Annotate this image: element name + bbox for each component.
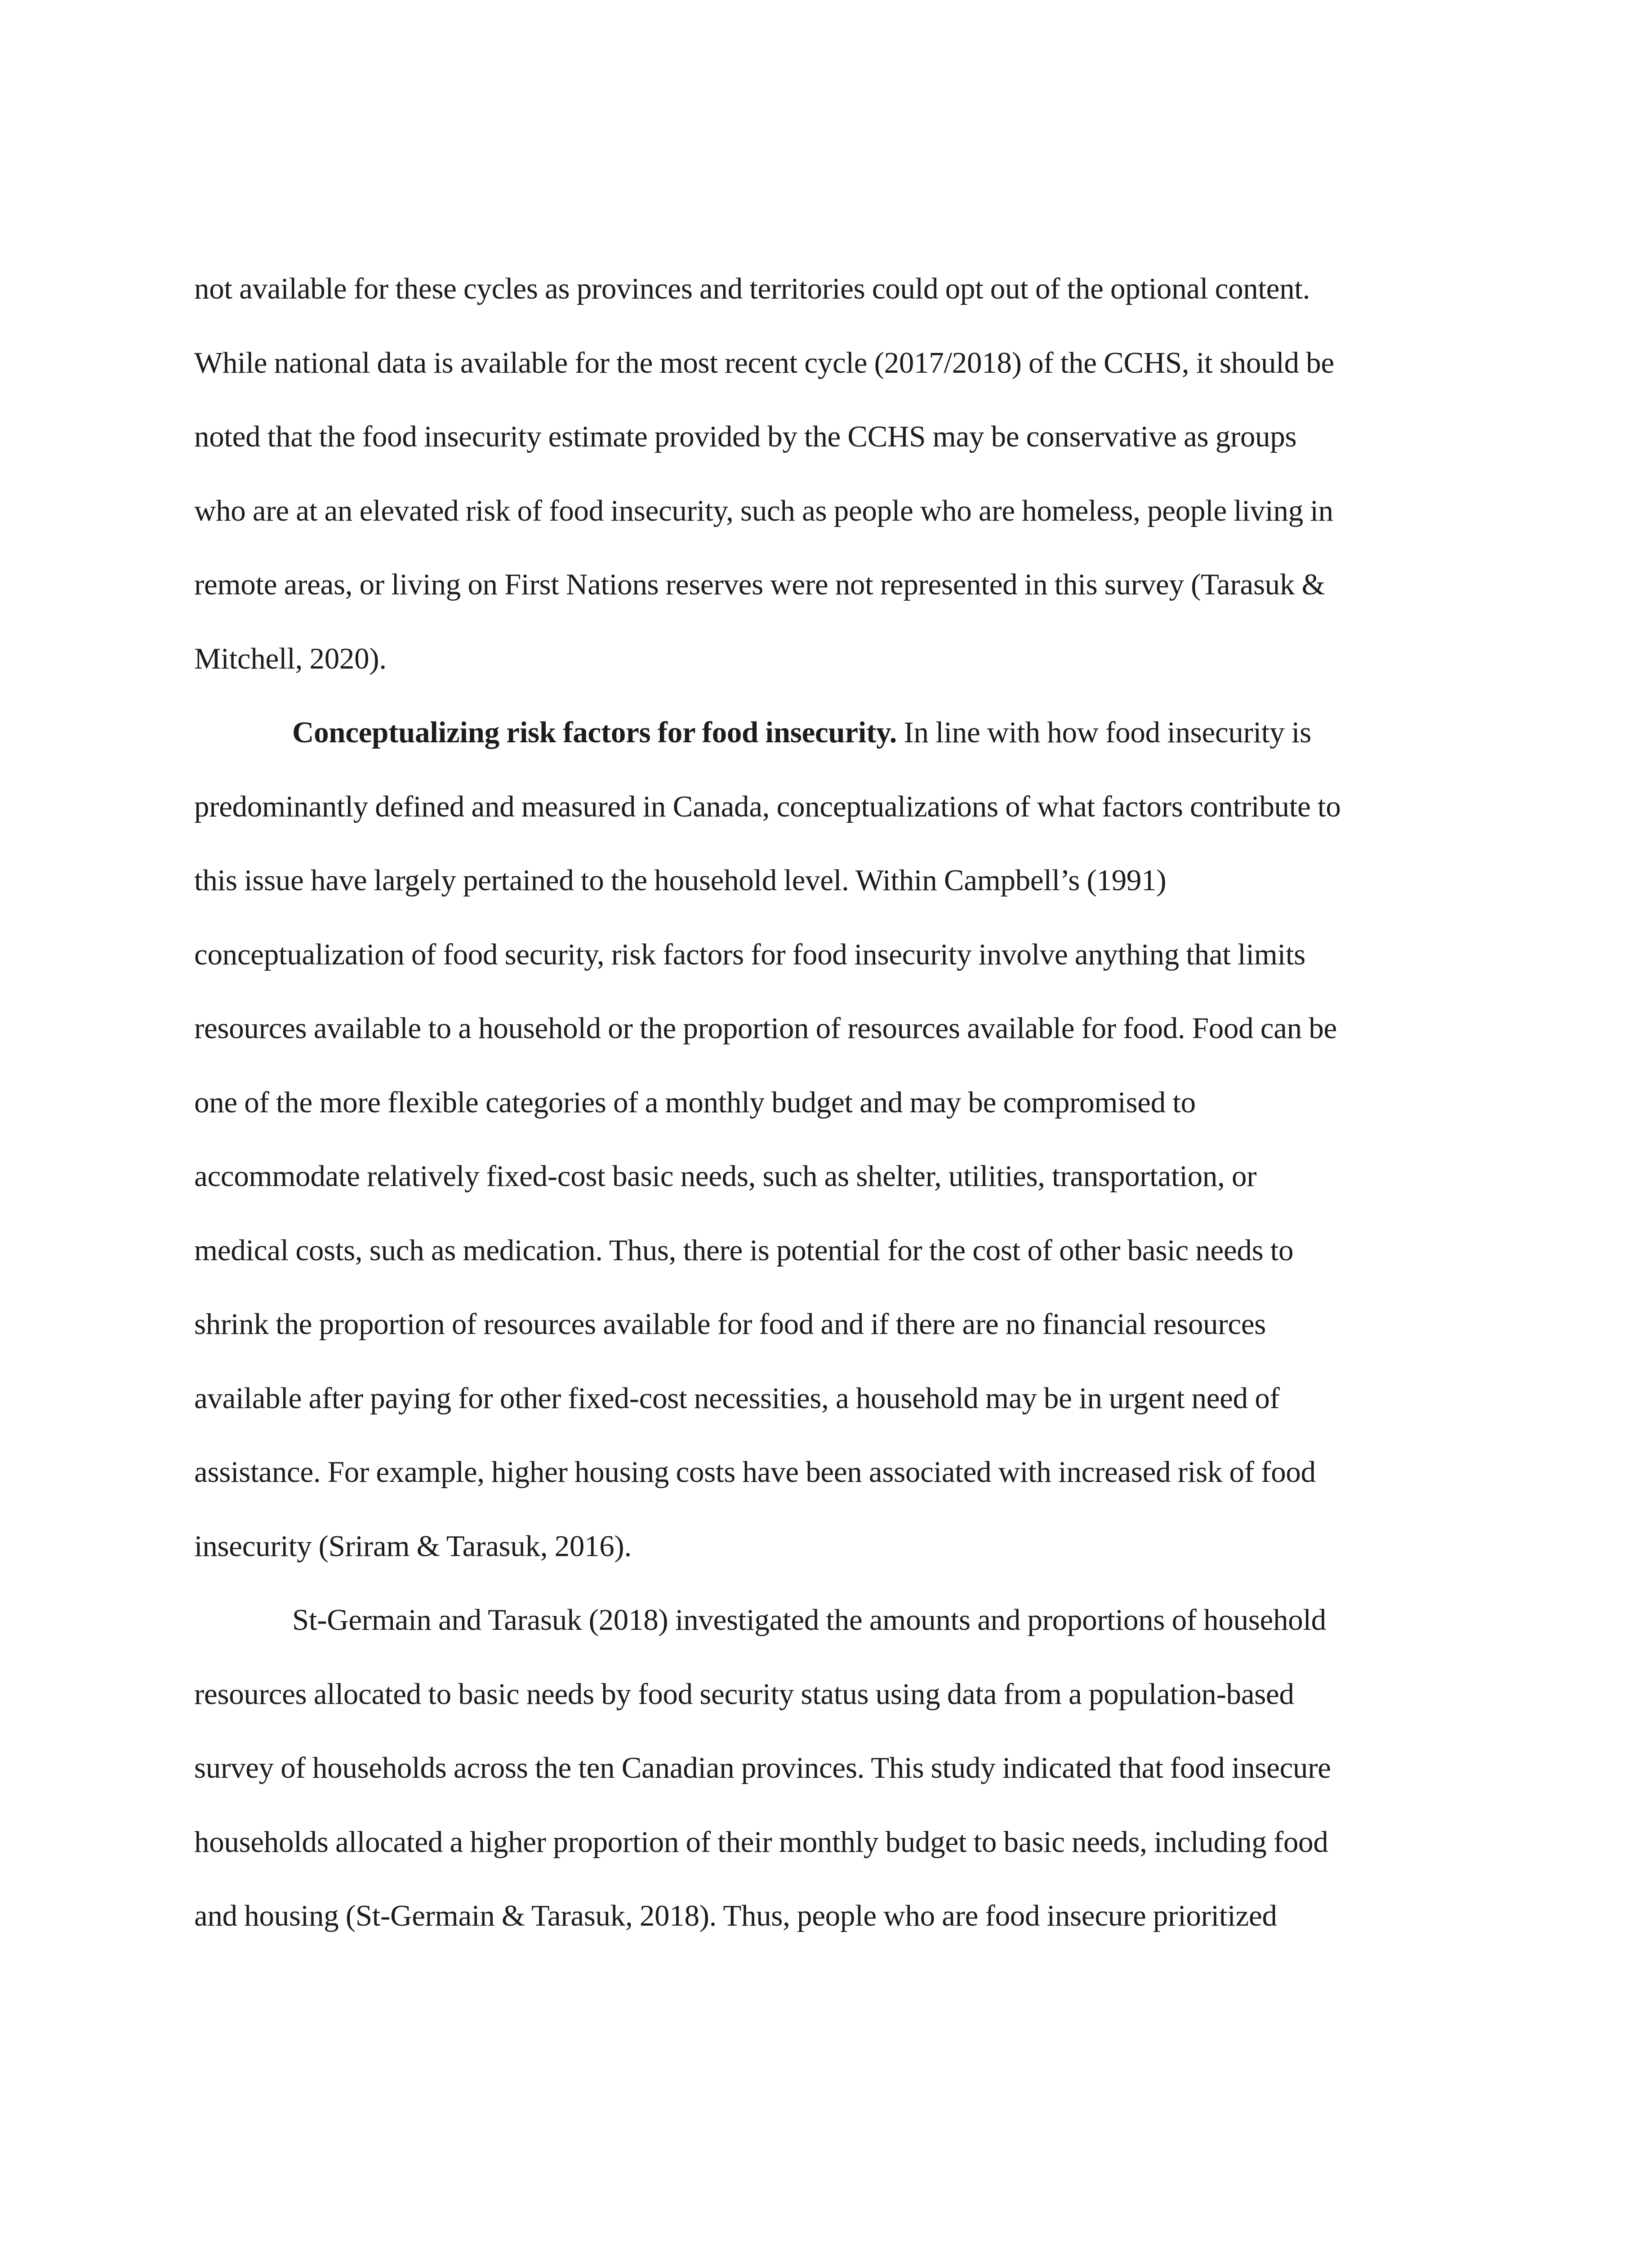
heading-line-rest: In line with how food insecurity is	[897, 716, 1311, 749]
text-line: accommodate relatively fixed-cost basic needs, such as shelter, utilities, transportation, or	[194, 1160, 1257, 1193]
text-line: households allocated a higher proportion of their monthly budget to basic needs, including food	[194, 1825, 1328, 1859]
paragraph-1	[194, 252, 1480, 696]
text-line	[194, 696, 1480, 770]
text-line: noted that the food insecurity estimate provided by the CCHS may be conservative as groups	[194, 420, 1297, 453]
text-line: assistance. For example, higher housing costs have been associated with increased risk of food	[194, 1455, 1316, 1489]
text-line: While national data is available for the most recent cycle (2017/2018) of the CCHS, it should be	[194, 346, 1334, 379]
text-line: and housing (St-Germain & Tarasuk, 2018). Thus, people who are food insecure prioritized	[194, 1899, 1277, 1932]
text-line: Mitchell, 2020).	[194, 642, 387, 675]
text-line: insecurity (Sriram & Tarasuk, 2016).	[194, 1529, 632, 1563]
text-line: survey of households across the ten Canadian provinces. This study indicated that food insecure	[194, 1751, 1331, 1784]
text-line: remote areas, or living on First Nations reserves were not represented in this survey (Tarasuk &	[194, 568, 1325, 601]
text-line: St-Germain and Tarasuk (2018) investigated the amounts and proportions of household	[292, 1603, 1326, 1637]
text-line: this issue have largely pertained to the household level. Within Campbell’s (1991)	[194, 864, 1167, 897]
text-line: conceptualization of food security, risk factors for food insecurity involve anything that limits	[194, 937, 1305, 971]
text-line: shrink the proportion of resources available for food and if there are no financial resources	[194, 1307, 1266, 1341]
text-line: one of the more flexible categories of a monthly budget and may be compromised to	[194, 1085, 1196, 1119]
text-line: resources allocated to basic needs by food security status using data from a population-based	[194, 1677, 1294, 1711]
text-line: available after paying for other fixed-cost necessities, a household may be in urgent need of	[194, 1381, 1280, 1415]
paragraph-3	[194, 1583, 1480, 1953]
text-line: medical costs, such as medication. Thus, there is potential for the cost of other basic needs to	[194, 1233, 1294, 1267]
text-line: not available for these cycles as provinces and territories could opt out of the optional content.	[194, 272, 1310, 305]
section-heading: Conceptualizing risk factors for food insecurity.	[292, 716, 897, 749]
body-text	[194, 252, 1480, 1953]
text-line: who are at an elevated risk of food insecurity, such as people who are homeless, people living in	[194, 494, 1333, 527]
text-line: resources available to a household or the proportion of resources available for food. Food can be	[194, 1012, 1337, 1045]
text-line: predominantly defined and measured in Canada, conceptualizations of what factors contribute to	[194, 789, 1341, 823]
paragraph-2	[194, 696, 1480, 1583]
